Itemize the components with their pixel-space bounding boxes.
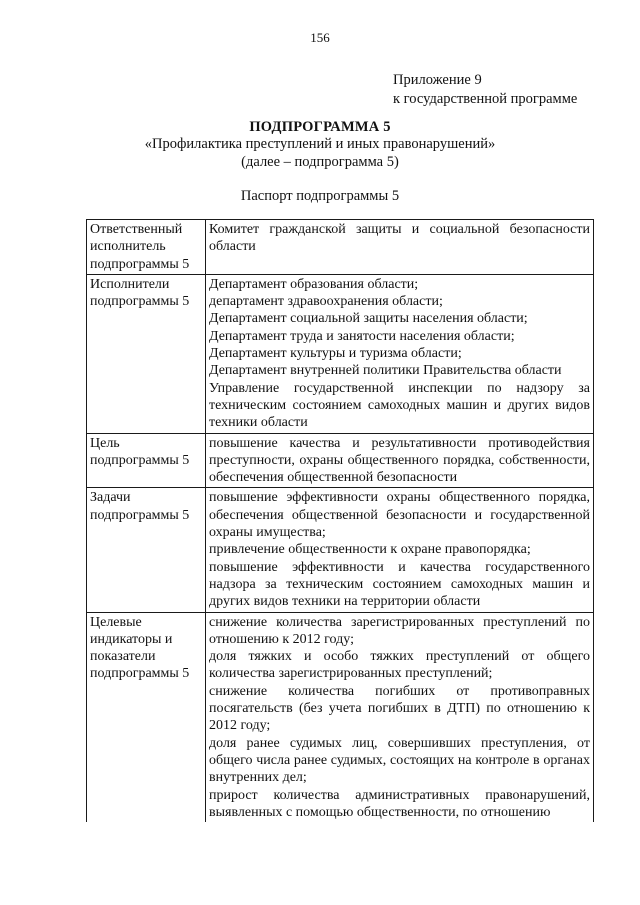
row-value (206, 274, 594, 433)
value-line: повышение эффективности охраны общественного порядка, обеспечения общественной безопасности и государственной охраны имущества; (209, 490, 590, 541)
value-line: привлечение общественности к охране правопорядка; (209, 542, 531, 558)
table-row (87, 433, 594, 488)
value-line: Департамент образования области; (209, 276, 419, 292)
value-line: доля тяжких и особо тяжких преступлений от общего количества зарегистрированных преступлений; (209, 649, 590, 682)
row-label: Исполнители подпрограммы 5 (87, 274, 206, 433)
value-line: повышение качества и результативности противодействия преступности, охраны общественного порядка, собственности, обеспечения общественной безопасности (209, 435, 590, 486)
row-label: Задачи подпрограммы 5 (87, 488, 206, 612)
value-line: Комитет гражданской защиты и социальной безопасности области (209, 222, 590, 255)
value-line: повышение эффективности и качества государственного надзора за техническим состоянием самоходных машин и других видов техники на территории области (209, 559, 590, 610)
value-line: доля ранее судимых лиц, совершивших преступления, от общего числа ранее судимых, состоящих на контроле в органах внутренних дел; (209, 735, 590, 786)
value-line: департамент здравоохранения области; (209, 294, 443, 310)
value-line: снижение количества зарегистрированных преступлений по отношению к 2012 году; (209, 614, 590, 647)
row-value (206, 612, 594, 822)
table-row (87, 612, 594, 822)
passport-table (86, 219, 594, 822)
row-value (206, 433, 594, 488)
table-row (87, 274, 594, 433)
value-line: Департамент внутренней политики Правительства области (209, 363, 562, 379)
value-line: Управление государственной инспекции по надзору за техническим состоянием самоходных машин и других видов техники области (209, 380, 590, 431)
table-row (87, 488, 594, 612)
value-line: прирост количества административных правонарушений, выявленных с помощью общественности, по отношению (209, 787, 590, 820)
appendix-line-1: Приложение 9 (393, 72, 482, 88)
value-line: Департамент социальной защиты населения области; (209, 311, 528, 327)
subprogram-title: ПОДПРОГРАММА 5 (249, 119, 391, 135)
value-line: Департамент культуры и туризма области; (209, 346, 462, 362)
row-label: Целевые индикаторы и показатели подпрограммы 5 (87, 612, 206, 822)
appendix-note (393, 71, 577, 109)
row-label: Цель подпрограммы 5 (87, 433, 206, 488)
row-label: Ответственный исполнитель подпрограммы 5 (87, 220, 206, 275)
page-number: 156 (310, 30, 330, 45)
subprogram-note: (далее – подпрограмма 5) (241, 154, 399, 170)
appendix-line-2: к государственной программе (393, 91, 578, 107)
value-line: снижение количества погибших от противоправных посягательств (без учета погибших в ДТП) по отношению к 2012 году; (209, 683, 590, 734)
row-value (206, 488, 594, 612)
passport-heading: Паспорт подпрограммы 5 (240, 188, 400, 204)
subprogram-subtitle: «Профилактика преступлений и иных правонарушений» (144, 136, 496, 152)
row-value (206, 220, 594, 275)
value-line: Департамент труда и занятости населения области; (209, 328, 515, 344)
table-row (87, 220, 594, 275)
